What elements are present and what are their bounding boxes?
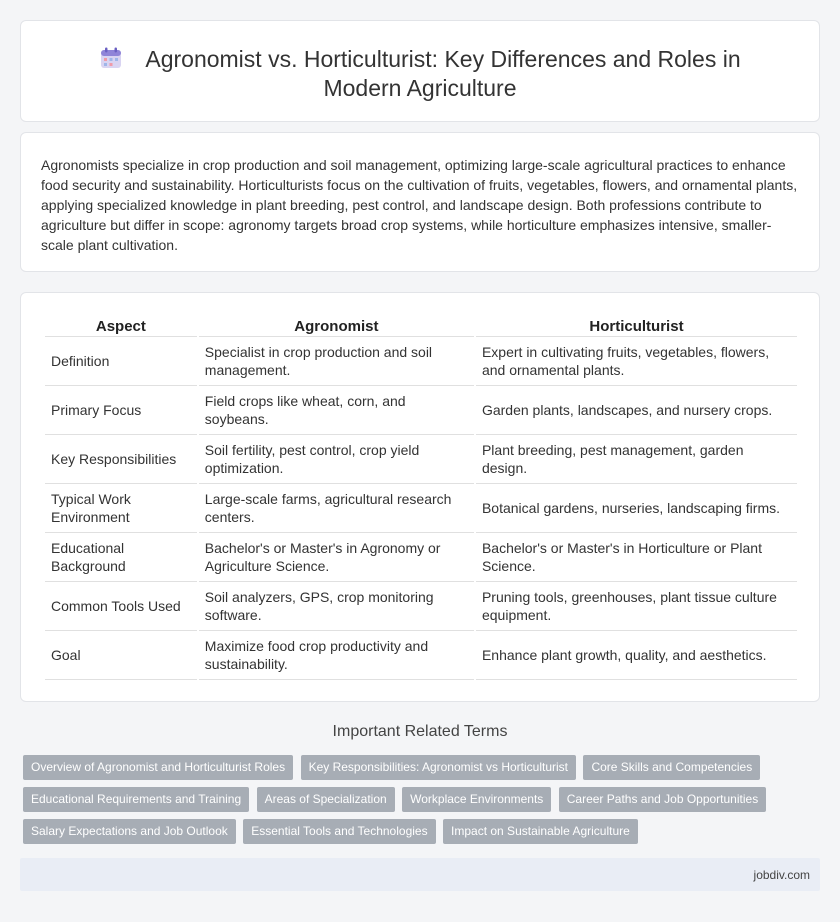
cell-aspect: Primary Focus [45,386,197,435]
cell-agronomist: Soil fertility, pest control, crop yield optimization. [199,435,474,484]
cell-horticulturist: Garden plants, landscapes, and nursery crops. [476,386,797,435]
comparison-card [20,292,820,702]
cell-aspect: Common Tools Used [45,582,197,631]
related-term-tag[interactable]: Overview of Agronomist and Horticulturist Roles [23,755,293,780]
tag-row [23,755,823,787]
related-term-tag[interactable]: Essential Tools and Technologies [243,819,435,844]
title-line-2: Modern Agriculture [323,75,517,101]
table-header-row [45,315,797,337]
footer-site-link[interactable]: jobdiv.com [753,868,810,882]
cell-horticulturist: Enhance plant growth, quality, and aesthetics. [476,631,797,680]
cell-agronomist: Specialist in crop production and soil management. [199,337,474,386]
intro-card [20,132,820,272]
page-title [21,45,819,103]
cell-aspect: Key Responsibilities [45,435,197,484]
related-term-tag[interactable]: Educational Requirements and Training [23,787,249,812]
related-term-tag[interactable]: Impact on Sustainable Agriculture [443,819,638,844]
cell-aspect: Typical Work Environment [45,484,197,533]
cell-aspect: Educational Background [45,533,197,582]
cell-agronomist: Bachelor's or Master's in Agronomy or Agriculture Science. [199,533,474,582]
header-aspect: Aspect [45,315,197,337]
table-row [45,337,797,386]
tag-row [23,787,823,819]
table-row [45,484,797,533]
cell-horticulturist: Botanical gardens, nurseries, landscaping firms. [476,484,797,533]
table-row [45,533,797,582]
cell-horticulturist: Bachelor's or Master's in Horticulture or Plant Science. [476,533,797,582]
calendar-icon [99,46,123,70]
table-row [45,435,797,484]
related-term-tag[interactable]: Salary Expectations and Job Outlook [23,819,236,844]
cell-agronomist: Soil analyzers, GPS, crop monitoring software. [199,582,474,631]
title-line-1: Agronomist vs. Horticulturist: Key Differences and Roles in [145,46,741,72]
header-horticulturist: Horticulturist [476,315,797,337]
cell-agronomist: Field crops like wheat, corn, and soybeans. [199,386,474,435]
table-row [45,582,797,631]
table-row [45,386,797,435]
header-agronomist: Agronomist [199,315,474,337]
tag-row [23,819,823,851]
header-card [20,20,820,122]
related-term-tag[interactable]: Core Skills and Competencies [583,755,760,780]
cell-aspect: Definition [45,337,197,386]
cell-agronomist: Large-scale farms, agricultural research centers. [199,484,474,533]
cell-horticulturist: Pruning tools, greenhouses, plant tissue culture equipment. [476,582,797,631]
cell-horticulturist: Expert in cultivating fruits, vegetables, flowers, and ornamental plants. [476,337,797,386]
cell-horticulturist: Plant breeding, pest management, garden design. [476,435,797,484]
related-terms-tags [23,755,823,851]
related-term-tag[interactable]: Career Paths and Job Opportunities [559,787,766,812]
related-term-tag[interactable]: Key Responsibilities: Agronomist vs Horticulturist [301,755,576,780]
related-terms-title: Important Related Terms [332,723,508,740]
table-row [45,631,797,680]
related-term-tag[interactable]: Workplace Environments [402,787,551,812]
cell-aspect: Goal [45,631,197,680]
intro-text: Agronomists specialize in crop production and soil management, optimizing large-scale agricultural practices to enhance food security and sustainability. Horticulturists focus on the cultivation of fruits, vegetables, flowers, and ornamental plants, applying specialized knowledge in plant breeding, pest control, and landscape design. Both professions contribute to agriculture but differ in scope: agronomy targets broad crop systems, while horticulture emphasizes intensive, smaller-scale plant cultivation. [41,157,798,253]
footer [20,858,820,891]
related-term-tag[interactable]: Areas of Specialization [257,787,395,812]
cell-agronomist: Maximize food crop productivity and sustainability. [199,631,474,680]
comparison-table [43,315,799,680]
